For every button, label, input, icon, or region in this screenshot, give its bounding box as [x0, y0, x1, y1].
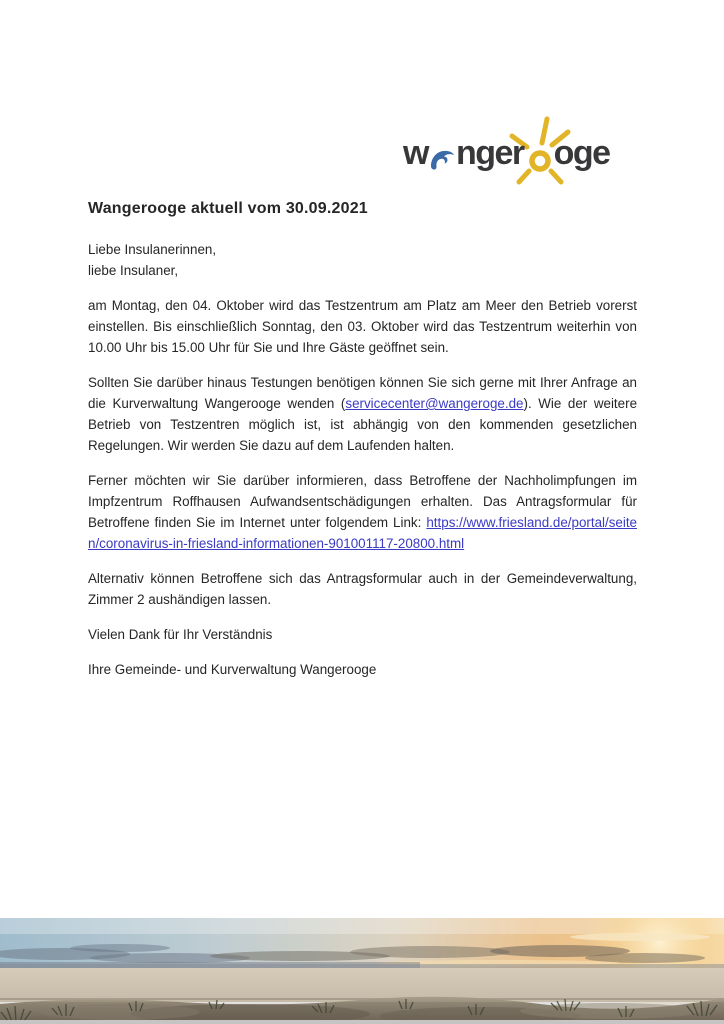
logo-text-w: w	[403, 134, 428, 172]
page-title: Wangerooge aktuell vom 30.09.2021	[88, 200, 368, 217]
friesland-url-link[interactable]: https://www.friesland.de/portal/seiten/coronavirus-in-friesland-informationen-901001117-20800.html	[88, 515, 637, 551]
letter-body	[88, 199, 637, 680]
beach-dunes-sunset-photo	[0, 918, 724, 1024]
sun-ring	[532, 153, 548, 169]
paragraph-impfzentrum-text: Ferner möchten wir Sie darüber informieren, dass Betroffene der Nachholimpfungen im Impfzentrum Roffhausen Aufwandsentschädigungen erhalten. Das Antragsformular für Betroffene finden Sie im Internet unter folgendem Link:	[88, 473, 637, 530]
paragraph-danke: Vielen Dank für Ihr Verständnis	[88, 627, 273, 642]
greeting-line-2: liebe Insulaner,	[88, 263, 179, 278]
greeting-line-1: Liebe Insulanerinnen,	[88, 242, 217, 257]
paragraph-kurverwaltung-text-before: Sollten Sie darüber hinaus Testungen benötigen können Sie sich gerne mit Ihrer Anfrage an die Kurverwaltung Wangerooge wenden (	[88, 375, 637, 411]
wave-icon	[430, 148, 455, 171]
logo-text-nger: nger	[455, 134, 524, 172]
wangerooge-logo	[403, 90, 610, 184]
paragraph-testzentrum: am Montag, den 04. Oktober wird das Testzentrum am Platz am Meer den Betrieb vorerst einstellen. Bis einschließlich Sonntag, den 03. Oktober wird das Testzentrum weiterhin von 10.00 Uhr bis 15.00 Uhr für Sie und Ihre Gäste geöffnet sein.	[88, 298, 637, 355]
logo-text-oge: oge	[553, 134, 610, 172]
paragraph-alternativ: Alternativ können Betroffene sich das Antragsformular auch in der Gemeindeverwaltung, Zimmer 2 aushändigen lassen.	[88, 571, 637, 607]
sun-icon	[527, 115, 553, 175]
paragraph-signature: Ihre Gemeinde- und Kurverwaltung Wangerooge	[88, 662, 377, 677]
email-link[interactable]: servicecenter@wangeroge.de	[345, 396, 524, 411]
paragraph-impfzentrum	[88, 470, 637, 554]
paragraph-kurverwaltung-text-after: ). Wie der weitere Betrieb von Testzentren möglich ist, ist abhängig von den kommenden gesetzlichen Regelungen. Wir werden Sie dazu auf dem Laufenden halten.	[88, 396, 638, 453]
paragraph-kurverwaltung	[88, 372, 637, 456]
